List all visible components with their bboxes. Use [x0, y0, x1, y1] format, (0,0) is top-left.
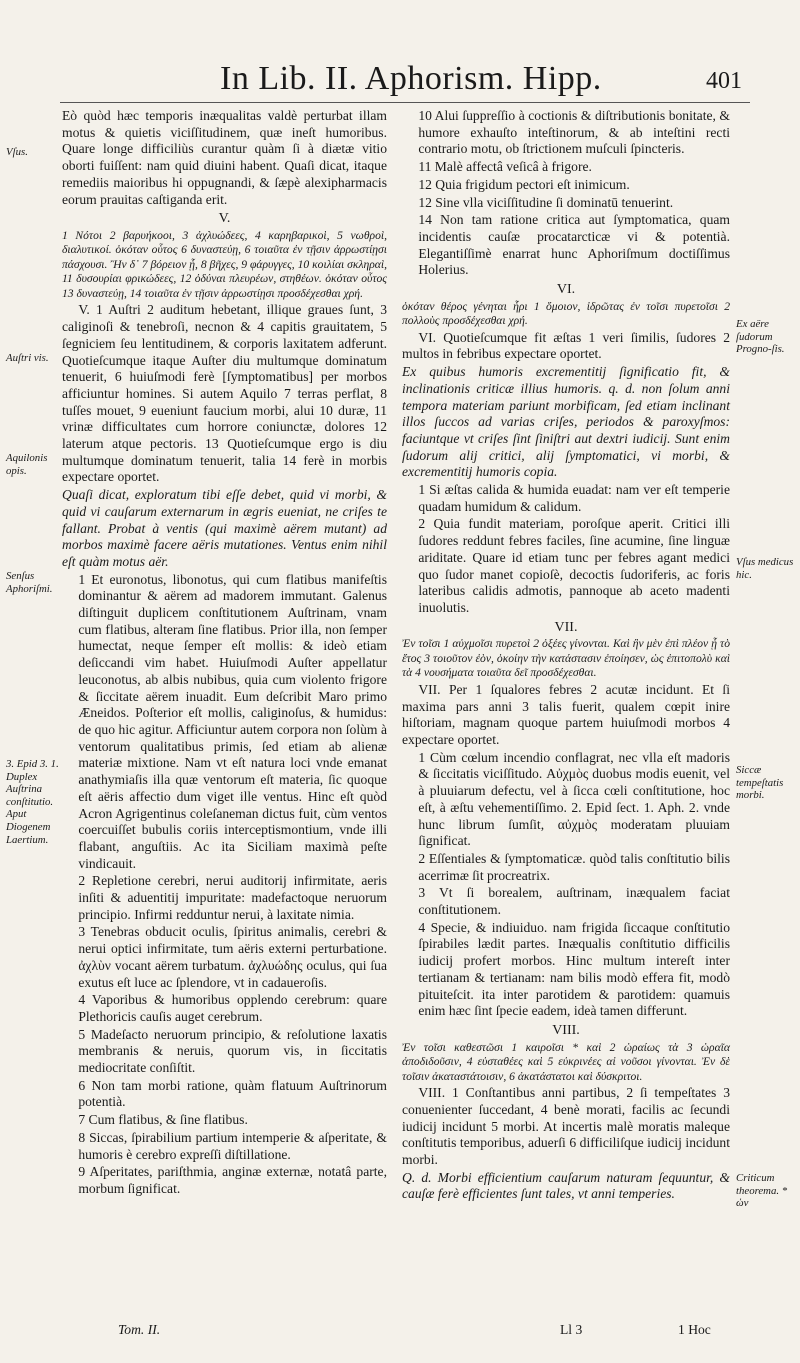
- numbered-note: 5 Madeſacto neruorum principio, & reſolutione laxatis membranis & neruis, quorum vis, in ſiccitatis mediocritate conſiſtit.: [78, 1026, 387, 1076]
- numbered-note: 3 Tenebras obducit oculis, ſpiritus animalis, cerebri & nerui optici infirmitate, tum aëris externi perturbatione. ἀχλὺν vocant aërem turbatum. ἀχλυώδης oculus, qui ſua exutus eſt luce ac ſplendore, vt in cadaueroſis.: [78, 924, 387, 990]
- paragraph: VII. Per 1 ſqualores febres 2 acutæ incidunt. Et ſi maxima pars anni 3 talis fuerit, qualem cœpit inire hiſtoriam, magnam quoque partem huiuſmodi morbos 4 expectare oportet.: [402, 681, 730, 747]
- numbered-note: 10 Alui ſuppreſſio à coctionis & diſtributionis bonitate, & humore exhauſto inteſtinorum, & ab inteſtini recti contrario motu, ob ſtrictionem muſculi ſpincteris.: [418, 108, 730, 157]
- volume-label: Tom. II.: [118, 1322, 161, 1337]
- margin-note: Vſus.: [6, 146, 28, 158]
- signature-mark: Ll 3: [560, 1322, 583, 1337]
- paragraph: VIII. 1 Conſtantibus anni partibus, 2 ſi tempeſtates 3 conuenienter ſuccedant, 4 benè morati, facilis ac ſecundi iudicij incidunt 5 morbi. At incertis malè moratis maleque conſtitutis temporibus, aduerſi 6 difficiliſque iudicij incidunt morbi.: [402, 1085, 730, 1167]
- greek-text: Ἐν τοῖσι 1 αὐχμοῖσι πυρετοὶ 2 ὀξέες γίνονται. Καὶ ἢν μὲν ἐπὶ πλέον ᾖ τὸ ἔτος 3 τοιοῦτον ἐὸν, ὁκοίην τὴν κατάστασιν ἐποίησεν, ὡς ἐπιτοπολὺ καὶ τὰ 4 νουσήματα τοιαῦτα δεῖ προσδέχεσθαι.: [402, 637, 730, 680]
- page-footer: [0, 1322, 800, 1352]
- greek-text: 1 Νότοι 2 βαρυήκοοι, 3 ἀχλυώδεες, 4 καρηβαρικοὶ, 5 νωθροὶ, διαλυτικοί. ὁκόταν οὗτος 6 δυναστεύῃ, 6 τοιαῦτα ἐν τῇσιν ἀρρωστίῃσι πάσχουσι. Ἢν δ᾽ 7 βόρειον ᾖ, 8 βῆχες, 9 φάρυγγες, 10 κοιλίαι σκληραὶ, 11 δυσουρίαι φρικώδεες, 12 ὀδύναι πλευρέων, στηθέων. ὁκόταν οὗτος 13 δυναστεύῃ, 14 τοιαῦτα ἐν τῇσιν ἀρρωστίῃσι προσδέχεσθαι χρή.: [62, 228, 387, 300]
- numbered-note: 7 Cum flatibus, & ſine flatibus.: [78, 1112, 248, 1128]
- running-title: In Lib. II. Aphorism. Hipp.: [220, 60, 602, 97]
- numbered-note: 11 Malè affectâ veſicâ à frigore.: [418, 159, 592, 175]
- numbered-note: 14 Non tam ratione critica aut ſymptomatica, quam incidentis cauſæ procatarcticæ vi & potentià. Elegantiſſimè enarrat hunc Aphoriſmum doctiſſimus Holerius.: [418, 212, 730, 278]
- greek-text: Ἐν τοῖσι καθεστῶσι 1 καιροῖσι * καὶ 2 ὡραίως τὰ 3 ὡραῖα ἀποδιδοῦσιν, 4 εὐσταθέες καὶ 5 εὐκρινέες αἱ νοῦσοι γίνονται. Ἐν δὲ τοῖσιν ἀκαταστάτοισιν, 6 ἀκατάστατοι καὶ δύσκριτοι.: [402, 1040, 730, 1083]
- numbered-note: 2 Eſſentiales & ſymptomaticæ. quòd talis conſtitutio bilis acerrimæ ſit procreatrix.: [418, 850, 730, 883]
- margin-note: Criticum theorema. * ὡν: [736, 1172, 788, 1210]
- section-heading: V.: [218, 211, 231, 227]
- paragraph: VI. Quotieſcumque fit æſtas 1 veri ſimilis, ſudores 2 multos in febribus expectare oportet.: [402, 329, 730, 362]
- numbered-note: 9 Aſperitates, pariſthmia, anginæ externæ, notatâ parte, morbum ſignificat.: [78, 1164, 387, 1196]
- section-heading: VI.: [556, 282, 576, 298]
- margin-note: Senſus Aphoriſmi.: [6, 570, 53, 595]
- numbered-note: 4 Specie, & indiuiduo. nam frigida ſiccaque conſtitutio ſpirabiles lædit partes. Inæqualis conſtitutio difficilis iudicij profert morbos. Hinc multum intereſt inter tertianam & tertianam: nam bilis modò effera fit, modò pituiteſcit. ita inter parotidem & parotidem: quamuis enim hæc ſint ſpecie eadem, ideà tamen differunt.: [418, 919, 730, 1019]
- commentary-italic: Quaſi dicat, exploratum tibi eſſe debet, quid vi morbi, & quid vi cauſarum externarum in ægris eueniat, ne criſes te fallant. Probat à ventis (qui maximè aërem mutant) ad morbos maximè facere aëris mutationes. Ventus enim nihil eſt quàm motus aër.: [62, 487, 387, 569]
- commentary-italic: Ex quibus humoris excrementitij ſignificatio fit, & inclinationis criticæ illius humoris. q. d. non ſolum anni tempora materiam pariunt morbificam, ſed etiam inclinant illos ſuccos ad varias criſes, periodos & paroxyſmos: faciuntque vt criſes ſint ſiniſtri aut dextri iudicij. Sunt enim ſudorum alij critici, alij ſymptomatici, vi morbi, & excrementitij humoris copia.: [402, 364, 730, 480]
- numbered-note: 1 Cùm cœlum incendio conflagrat, nec vlla eſt madoris & ſiccitatis viciſſitudo. Αὐχμὸς duobus modis euenit, vel à pluuiarum defectu, vel à ſicca cœli conſtitutione, hoc eſt, à æſtu vehementiſſimo. 2. Epid ſect. 1. Aph. 2. vnde hunc librum ſumſit, αὐχμὸς moderatam pluuiam ſignificat.: [418, 749, 730, 849]
- catchword: 1 Hoc: [678, 1322, 711, 1337]
- header-rule: [60, 102, 750, 103]
- commentary-italic: Q. d. Morbi efficientium cauſarum naturam ſequuntur, & cauſæ ferè efficientes ſunt tales, vt anni temperies.: [402, 1169, 730, 1202]
- right-column: [402, 108, 730, 1204]
- numbered-note: 12 Quia frigidum pectori eſt inimicum.: [418, 176, 630, 192]
- numbered-note: 8 Siccas, ſpirabilium partium intemperie & aſperitate, & humoris è cerebro expreſſi diſtillatione.: [78, 1129, 387, 1162]
- margin-note: Vſus medicus hic.: [736, 556, 794, 581]
- numbered-note: 2 Repletione cerebri, nerui auditorij infirmitate, aeris inſiti & aduentitij impuritate: madefactoque neruorum principio. Infirmi redduntur nerui, à laxitate nimia.: [78, 873, 387, 922]
- numbered-note: 3 Vt ſi borealem, auſtrinam, inæqualem faciat conſtitutionem.: [418, 885, 730, 918]
- paragraph: V. 1 Auſtri 2 auditum hebetant, illique graues ſunt, 3 caliginoſi & tenebroſi, necnon & 4 capitis grauitatem, 5 ſegniciem ſeu lentitudinem, & corporis laxitatem adferunt. Quotieſcumque itaque Auſter diu multumque dominatum tenuerit, 6 huiuſmodi ferè [ſymptomatibus] per morbos afficiuntur homines. Si autem Aquilo 7 terras perflat, 8 tuſſes mouet, 9 eueniunt faucium morbi, alui 10 duræ, 11 vrinæ difficultates cum horrore coniunctæ, dolores 12 laterum atque pectoris. 13 Quotieſcumque ergo is diu multumque dominatum tenuerit, talia 14 ferè in morbis expectare oportet.: [62, 302, 387, 485]
- left-column: [62, 108, 387, 1199]
- paragraph: Eò quòd hæc temporis inæqualitas valdè perturbat illam motus & quietis viciſſitudinem, quæ ineſt humoribus. Quare longe difficiliùs curantur quàm ſi à diætæ vitio oborti fuiſſent: nam quid diuini habent. Quaſi dicat, itaque remediis maioribus hi oppugnandi, & ſæpè alexipharmacis eorum prauitas caſtiganda erit.: [62, 108, 387, 207]
- section-heading: VII.: [554, 619, 578, 635]
- margin-note: 3. Epid 3. 1. Duplex Auſtrina conſtitutio. Aput Diogenem Laertium.: [6, 758, 59, 846]
- numbered-note: 6 Non tam morbi ratione, quàm flatuum Auſtrinorum potentià.: [78, 1077, 387, 1110]
- numbered-note: 2 Quia fundit materiam, poroſque aperit. Critici illi ſudores reddunt febres faciles, ſine acumine, ſine linguæ ariditate. Quare id etiam tunc per febres agant medici quo ſudor manet copioſè, decoctis ſudoriferis, ac foris lateribus calidis admotis, pannoque ab aceto madenti inuolutis.: [418, 516, 730, 615]
- numbered-note: 1 Et euronotus, libonotus, qui cum flatibus manifeſtis dominantur & aërem ad madorem immutant. Galenus diſtinguit duplicem conſtitutionem Auſtrinam, vnam cum flatibus, alteram ſine flatibus. Prior illa, non ſemper humectat, neque ſemper eſt mollis: & ideò etiam deſiccandi vim habet. Huiuſmodi Auſter appellatur leuconotus, ab albis nubibus, quia cum violento frigore & ſiccitate aërem inuadit. Eum deſcribit Maro primo Æneidos. Poſterior eſt mollis, caliginoſus, & humidus: de quo hic agitur. Afficiuntur autem corpora non ſolùm à ventorum qualitatibus primis, ſed etiam ab alienæ materiæ mixtione. Nam vt eſt natura loci vnde emanat anathymiaſis illa quæ ventorum eſt materia, ſic quoque eſt aëris affectio dum viget ille ventus. Hinc eſt quòd Acron Agrigentinus coleſaneman dictus fuit, cùm ventos coercuiſſet bubulis coriis interceptismontium, vnde illi flabant, anguſtiis. Ac ita Siciliam maximà peſte vindicauit.: [78, 571, 387, 871]
- numbered-note: 4 Vaporibus & humoribus opplendo cerebrum: quare Plethoricis cauſis auget cerebrum.: [78, 992, 387, 1024]
- section-heading: VIII.: [552, 1022, 580, 1038]
- margin-note: Auſtri vis.: [6, 352, 49, 364]
- margin-note: Ex aëre ſudorum Progno-ſis.: [736, 318, 785, 356]
- margin-note: Siccæ tempeſtatis morbi.: [736, 764, 784, 802]
- greek-text: ὁκόταν θέρος γένηται ἦρι 1 ὅμοιον, ἱδρῶτας ἐν τοῖσι πυρετοῖσι 2 πολλοὺς προσδέχεσθαι χρή.: [402, 299, 730, 328]
- page-number: 401: [706, 68, 742, 94]
- numbered-note: 1 Si æſtas calida & humida euadat: nam ver eſt temperie quadam humidum & calidum.: [418, 482, 730, 514]
- margin-note: Aquilonis opis.: [6, 452, 48, 477]
- numbered-note: 12 Sine vlla viciſſitudine ſi dominatū tenuerint.: [418, 194, 674, 210]
- page-header: [0, 58, 800, 102]
